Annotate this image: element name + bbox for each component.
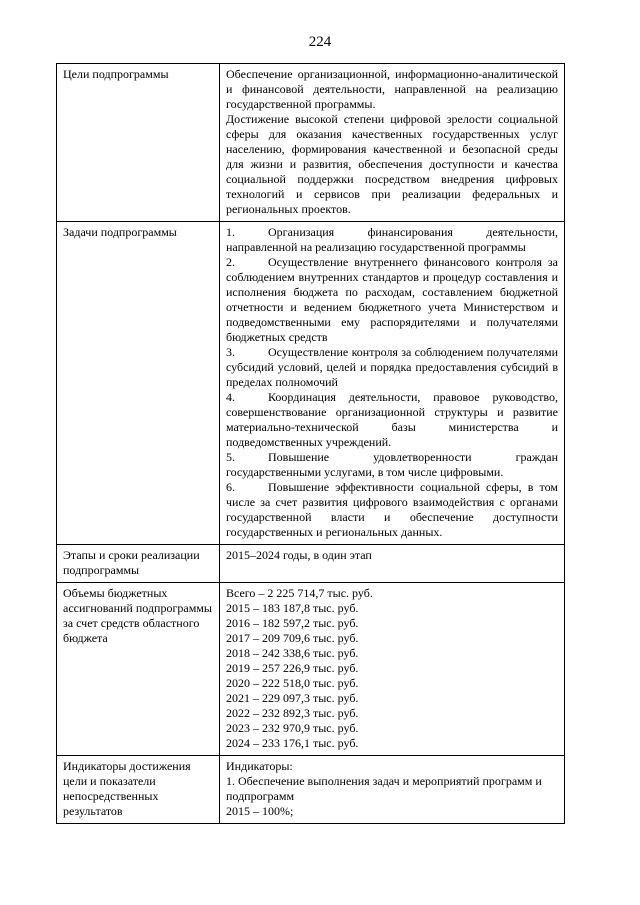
goals-paragraph: Обеспечение организационной, информационно-аналитической и финансовой деятельности, направленной на реализацию государственной программы. <box>226 67 558 111</box>
task-text: Повышение удовлетворенности граждан государственными услугами, в том числе цифровыми. <box>226 450 558 479</box>
task-number: 2. <box>226 255 235 269</box>
budget-line: 2024 – 233 176,1 тыс. руб. <box>226 736 359 750</box>
task-item <box>226 390 558 450</box>
tasks-label: Задачи подпрограммы <box>57 222 220 545</box>
budget-line: 2016 – 182 597,2 тыс. руб. <box>226 616 359 630</box>
budget-line: 2023 – 232 970,9 тыс. руб. <box>226 721 359 735</box>
budget-line: 2019 – 257 226,9 тыс. руб. <box>226 661 359 675</box>
task-text: Осуществление контроля за соблюдением получателями субсидий условий, целей и порядка предоставления субсидий в пределах полномочий <box>226 345 558 389</box>
budget-line: 2015 – 183 187,8 тыс. руб. <box>226 601 359 615</box>
budget-label: Объемы бюджетных ассигнований подпрограммы за счет средств областного бюджета <box>57 583 220 756</box>
page-number: 224 <box>308 34 332 50</box>
stages-value: 2015–2024 годы, в один этап <box>220 545 565 583</box>
budget-content <box>220 583 565 756</box>
budget-line: 2022 – 232 892,3 тыс. руб. <box>226 706 359 720</box>
task-number: 5. <box>226 450 235 464</box>
indicators-line: 2015 – 100%; <box>226 804 294 818</box>
task-number: 6. <box>226 480 235 494</box>
table-row-indicators <box>57 756 565 824</box>
budget-line: 2017 – 209 709,6 тыс. руб. <box>226 631 359 645</box>
budget-line: 2018 – 242 338,6 тыс. руб. <box>226 646 359 660</box>
task-number: 4. <box>226 390 235 404</box>
program-passport-table <box>56 63 565 824</box>
task-item <box>226 225 558 255</box>
indicators-content <box>220 756 565 824</box>
goals-label: Цели подпрограммы <box>57 64 220 222</box>
stages-label: Этапы и сроки реализации подпрограммы <box>57 545 220 583</box>
indicators-line: Индикаторы: <box>226 759 293 773</box>
table-row-stages <box>57 545 565 583</box>
task-text: Повышение эффективности социальной сферы, в том числе за счет развития цифрового взаимодействия с органами государственной власти и обеспечение доступности государственных и региональных данных. <box>226 480 558 539</box>
task-number: 1. <box>226 225 235 239</box>
table-row-goals <box>57 64 565 222</box>
budget-line: 2020 – 222 518,0 тыс. руб. <box>226 676 359 690</box>
indicators-line: 1. Обеспечение выполнения задач и мероприятий программ и подпрограмм <box>226 774 542 803</box>
task-item <box>226 255 558 345</box>
budget-line: Всего – 2 225 714,7 тыс. руб. <box>226 586 373 600</box>
task-text: Осуществление внутреннего финансового контроля за соблюдением внутренних стандартов и процедур составления и исполнения бюджета по расходам, составлением бюджетной отчетности и ведением бюджетного учета Министерством и подведомственными ему распорядителями и получателями бюджетных средств <box>226 255 558 344</box>
task-text: Организация финансирования деятельности, направленной на реализацию государственной программы <box>226 225 558 254</box>
task-item <box>226 450 558 480</box>
table-row-tasks <box>57 222 565 545</box>
task-item <box>226 480 558 540</box>
goals-content <box>220 64 565 222</box>
task-item <box>226 345 558 390</box>
task-text: Координация деятельности, правовое руководство, совершенствование организационной структуры и развитие материально-технической базы министерства и подведомственных учреждений. <box>226 390 558 449</box>
goals-paragraph: Достижение высокой степени цифровой зрелости социальной сферы для оказания качественных государственных услуг населению, формирования качественной и безопасной среды для жизни и развития, обеспечения доступности и качества социальной поддержки посредством внедрения цифровых технологий и сервисов при реализации федеральных и региональных проектов. <box>226 112 558 216</box>
task-number: 3. <box>226 345 235 359</box>
budget-line: 2021 – 229 097,3 тыс. руб. <box>226 691 359 705</box>
tasks-content <box>220 222 565 545</box>
indicators-label: Индикаторы достижения цели и показатели непосредственных результатов <box>57 756 220 824</box>
table-row-budget <box>57 583 565 756</box>
